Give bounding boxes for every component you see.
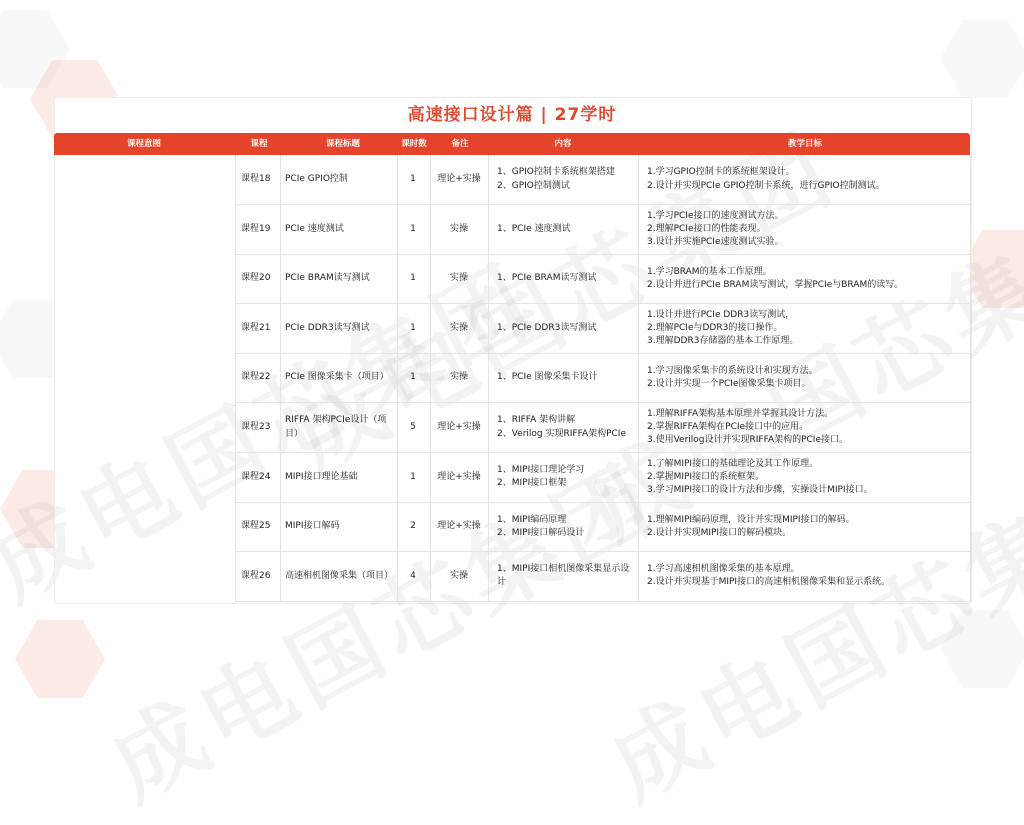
- hours-cell: 5: [410, 421, 416, 432]
- goal-line: 2.掌握RIFFA架构在PCIe接口中的应用。: [647, 421, 809, 432]
- goal-line: 1.学习高速相机图像采集的基本原理。: [647, 564, 800, 575]
- goal-line: 3.设计并实施PCIe速度测试实验。: [647, 236, 784, 247]
- goal-cell: [647, 353, 967, 402]
- goal-lines: [647, 210, 784, 249]
- course-cell: 课程18: [241, 173, 271, 184]
- note-cell: 理论+实操: [437, 421, 481, 432]
- table-row: [235, 304, 970, 354]
- hours-cell: 1: [410, 223, 416, 234]
- content-line: 1、RIFFA 架构讲解: [497, 415, 576, 426]
- course-title-cell: PCIe 速度测试: [285, 223, 344, 234]
- table-header: [54, 133, 970, 155]
- goal-lines: [647, 309, 798, 348]
- header-course-title: 课程标题: [325, 139, 360, 149]
- content-cell: [497, 502, 641, 551]
- goal-lines: [647, 365, 818, 391]
- header-hours: 课时数: [401, 139, 427, 149]
- note-cell: 理论+实操: [437, 173, 481, 184]
- goal-line: 3.理解DDR3存储器的基本工作原理。: [647, 335, 799, 346]
- course-cell: 课程20: [241, 273, 271, 284]
- content-cell: [497, 155, 641, 204]
- hours-cell: 1: [410, 173, 416, 184]
- hours-cell: 1: [410, 322, 416, 333]
- content-cell: [497, 205, 641, 254]
- header-content: 内容: [554, 139, 572, 149]
- content-lines: [497, 514, 584, 540]
- goal-cell: [647, 205, 967, 254]
- header-course: 课程: [250, 139, 268, 149]
- course-title-cell: PCIe BRAM读写测试: [285, 273, 370, 284]
- table-row: [235, 453, 970, 503]
- goal-line: 1.学习GPIO控制卡的系统框架设计。: [647, 167, 795, 178]
- course-cell: 课程24: [241, 471, 271, 482]
- content-line: 1、MIPI编码原理: [497, 514, 567, 525]
- course-title-cell: RIFFA 架构PCIe设计（项目）: [285, 415, 387, 439]
- course-title-cell: PCIe DDR3读写测试: [285, 322, 370, 333]
- goal-line: 3.学习MIPI接口的设计方法和步骤，实操设计MIPI接口。: [647, 484, 873, 495]
- content-lines: [497, 272, 596, 285]
- note-cell: 实操: [449, 322, 468, 333]
- goal-line: 1.设计并进行PCIe DDR3读写测试，: [647, 309, 795, 320]
- goal-cell: [647, 502, 967, 551]
- note-cell: 实操: [449, 273, 468, 284]
- content-line: 1、MIPI接口理论学习: [497, 465, 585, 476]
- header-note: 备注: [451, 139, 469, 149]
- content-lines: [497, 322, 596, 335]
- content-lines: [497, 166, 615, 192]
- goal-line: 1.学习BRAM的基本工作原理。: [647, 266, 772, 277]
- course-cell: 课程25: [241, 521, 271, 532]
- content-line: 2、MIPI接口解码设计: [497, 527, 585, 538]
- goal-line: 1.理解MIPI编码原理，设计并实现MIPI接口的解码。: [647, 514, 855, 525]
- goal-line: 2.掌握MIPI接口的系统框架。: [647, 471, 765, 482]
- content-cell: [497, 254, 641, 303]
- note-cell: 理论+实操: [437, 471, 481, 482]
- goal-line: 2.设计并实现基于MIPI接口的高速相机图像采集和显示系统。: [647, 577, 891, 588]
- content-line: 1、PCIe BRAM读写测试: [497, 273, 597, 284]
- goal-lines: [647, 458, 873, 497]
- goal-lines: [647, 563, 890, 589]
- goal-cell: [647, 155, 967, 204]
- course-cell: 课程22: [241, 372, 271, 383]
- note-cell: 实操: [449, 372, 468, 383]
- content-cell: [497, 304, 641, 353]
- goal-cell: [647, 552, 967, 601]
- course-title-cell: PCIe GPIO控制: [285, 173, 348, 184]
- goal-lines: [647, 266, 903, 292]
- content-line: 1、PCIe 速度测试: [497, 223, 571, 234]
- header-goal: 教学目标: [787, 139, 822, 149]
- table-row: [235, 403, 970, 453]
- goal-cell: [647, 254, 967, 303]
- table-row: [235, 254, 970, 304]
- content-line: 计: [497, 577, 507, 588]
- content-line: 2、Verilog 实现RIFFA架构PCIe: [497, 428, 626, 439]
- goal-line: 2.理解PCIe接口的性能表现。: [647, 223, 766, 234]
- note-cell: 实操: [449, 570, 468, 581]
- course-title-cell: 高速相机图像采集（项目）: [285, 570, 394, 581]
- content-lines: [497, 563, 629, 589]
- course-title-cell: PCIe 图像采集卡（项目）: [285, 372, 389, 383]
- goal-line: 1.了解MIPI接口的基础理论及其工作原理。: [647, 458, 819, 469]
- goal-line: 2.设计并实现PCIe GPIO控制卡系统，进行GPIO控制测试。: [647, 180, 885, 191]
- table-row: [235, 502, 970, 552]
- goal-cell: [647, 453, 967, 502]
- content-lines: [497, 371, 598, 384]
- goal-line: 1.学习图像采集卡的系统设计和实现方法。: [647, 365, 818, 376]
- course-title-cell: MIPI接口解码: [285, 521, 340, 532]
- page-title: 高速接口设计篇 | 27学时: [407, 105, 617, 125]
- content-cell: [497, 403, 641, 452]
- goal-cell: [647, 304, 967, 353]
- content-line: 1、PCIe DDR3读写测试: [497, 322, 597, 333]
- goal-line: 1.学习PCIe接口的速度测试方法。: [647, 210, 784, 221]
- content-lines: [497, 414, 626, 440]
- table-row: [235, 353, 970, 403]
- course-cell: 课程26: [241, 570, 271, 581]
- goal-lines: [647, 166, 885, 192]
- goal-line: 2.设计并实现MIPI接口的解码模块。: [647, 527, 792, 538]
- table-row: [235, 205, 970, 255]
- content-lines: [497, 223, 571, 236]
- goal-line: 1.理解RIFFA架构基本原理并掌握其设计方法。: [647, 408, 834, 419]
- goal-lines: [647, 514, 855, 540]
- content-lines: [497, 464, 584, 490]
- goal-cell: [647, 403, 967, 452]
- hours-cell: 2: [410, 521, 416, 532]
- content-line: 1、GPIO控制卡系统框架搭建: [497, 167, 615, 178]
- course-cell: 课程19: [241, 223, 271, 234]
- course-cell: 课程21: [241, 322, 271, 333]
- hours-cell: 1: [410, 273, 416, 284]
- intent-column: [54, 155, 236, 602]
- content-line: 2、GPIO控制测试: [497, 180, 570, 191]
- hours-cell: 1: [410, 372, 416, 383]
- goal-line: 2.理解PCIe与DDR3的接口操作。: [647, 322, 783, 333]
- content-line: 1、MIPI接口相机图像采集显示设: [497, 564, 630, 575]
- note-cell: 实操: [449, 223, 468, 234]
- hours-cell: 1: [410, 471, 416, 482]
- hours-cell: 4: [410, 570, 416, 581]
- header-intent: 课程意图: [126, 139, 161, 149]
- column-divider: [970, 155, 971, 602]
- course-title-cell: MIPI接口理论基础: [285, 471, 358, 482]
- goal-line: 2.设计并进行PCIe BRAM读写测试，掌握PCIe与BRAM的读写。: [647, 279, 904, 290]
- course-cell: 课程23: [241, 421, 271, 432]
- content-cell: [497, 353, 641, 402]
- content-cell: [497, 552, 641, 601]
- goal-line: 3.使用Verilog设计并实现RIFFA架构的PCIe接口。: [647, 435, 848, 446]
- content-line: 2、MIPI接口框架: [497, 478, 567, 489]
- goal-lines: [647, 408, 848, 447]
- content-cell: [497, 453, 641, 502]
- goal-line: 2.设计并实现一个PCIe图像采集卡项目。: [647, 378, 811, 389]
- table-row: [235, 155, 970, 205]
- note-cell: 理论+实操: [437, 521, 481, 532]
- table-row: [235, 552, 970, 602]
- content-line: 1、PCIe 图像采集卡设计: [497, 372, 598, 383]
